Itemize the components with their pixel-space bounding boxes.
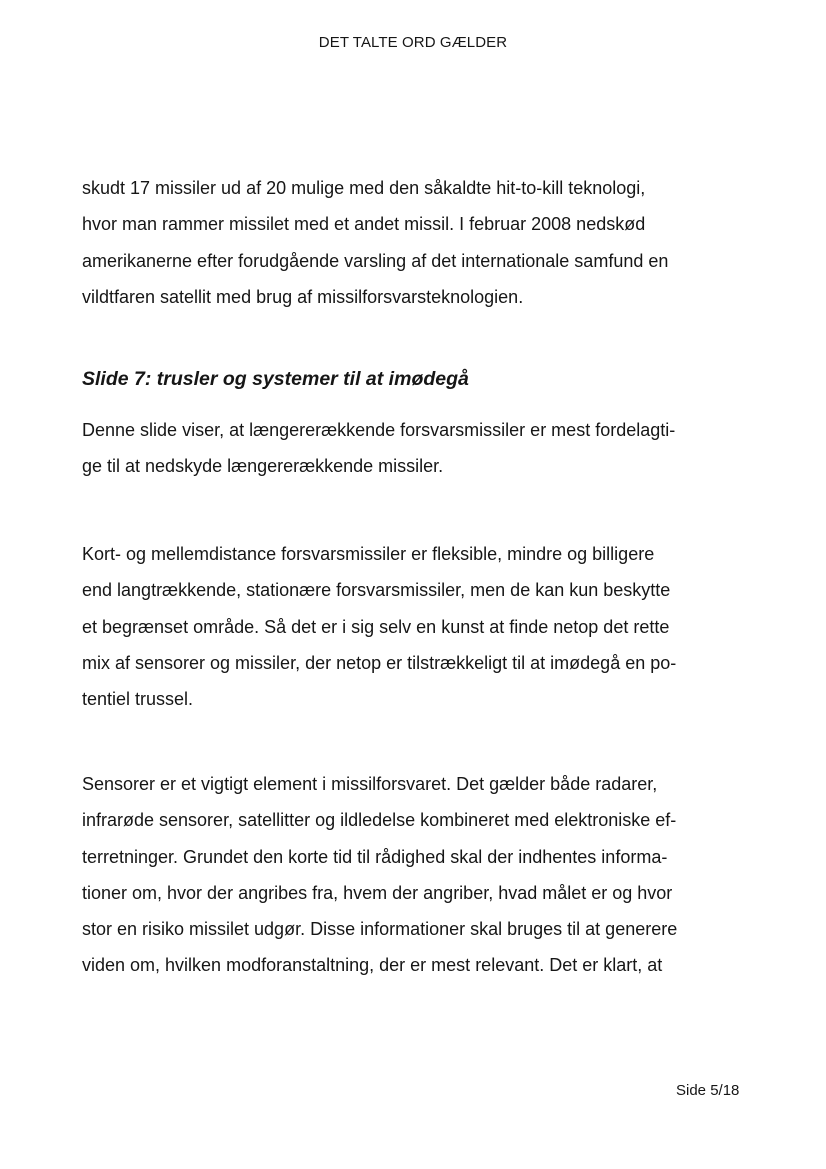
text-line: hvor man rammer missilet med et andet missil. I februar 2008 nedskød (82, 214, 646, 235)
paragraph-4 (82, 766, 742, 984)
page-number: Side 5/18 (676, 1082, 740, 1099)
text-line: terretninger. Grundet den korte tid til rådighed skal der indhentes informa- (82, 846, 668, 867)
text-line: tentiel trussel. (82, 689, 194, 710)
text-line: skudt 17 missiler ud af 20 mulige med den såkaldte hit-to-kill teknologi, (82, 178, 646, 198)
section-heading: Slide 7: trusler og systemer til at imødegå (82, 368, 469, 390)
text-line: Kort- og mellemdistance forsvarsmissiler er fleksible, mindre og billigere (82, 544, 655, 564)
text-line: Sensorer er et vigtigt element i missilforsvaret. Det gælder både radarer, (82, 774, 658, 794)
text-line: infrarøde sensorer, satellitter og ildledelse kombineret med elektroniske ef- (82, 810, 677, 831)
text-line: mix af sensorer og missiler, der netop er tilstrækkeligt til at imødegå en po- (82, 652, 677, 673)
text-line: viden om, hvilken modforanstaltning, der er mest relevant. Det er klart, at (82, 955, 663, 976)
text-line: vildtfaren satellit med brug af missilforsvarsteknologien. (82, 286, 524, 307)
paragraph-2 (82, 412, 742, 485)
text-line: tioner om, hvor der angribes fra, hvem der angriber, hvad målet er og hvor (82, 882, 673, 903)
text-line: ge til at nedskyde længererækkende missiler. (82, 456, 444, 477)
text-line: Denne slide viser, at længererækkende forsvarsmissiler er mest fordelagti- (82, 420, 676, 440)
text-line: stor en risiko missilet udgør. Disse informationer skal bruges til at generere (82, 919, 678, 940)
paragraph-3 (82, 536, 742, 717)
text-line: end langtrækkende, stationære forsvarsmissiler, men de kan kun beskytte (82, 580, 671, 601)
text-line: amerikanerne efter forudgående varsling af det internationale samfund en (82, 250, 669, 271)
text-line: et begrænset område. Så det er i sig selv en kunst at finde netop det rette (82, 616, 670, 637)
page-header: DET TALTE ORD GÆLDER (318, 34, 508, 51)
paragraph-1 (82, 170, 742, 315)
